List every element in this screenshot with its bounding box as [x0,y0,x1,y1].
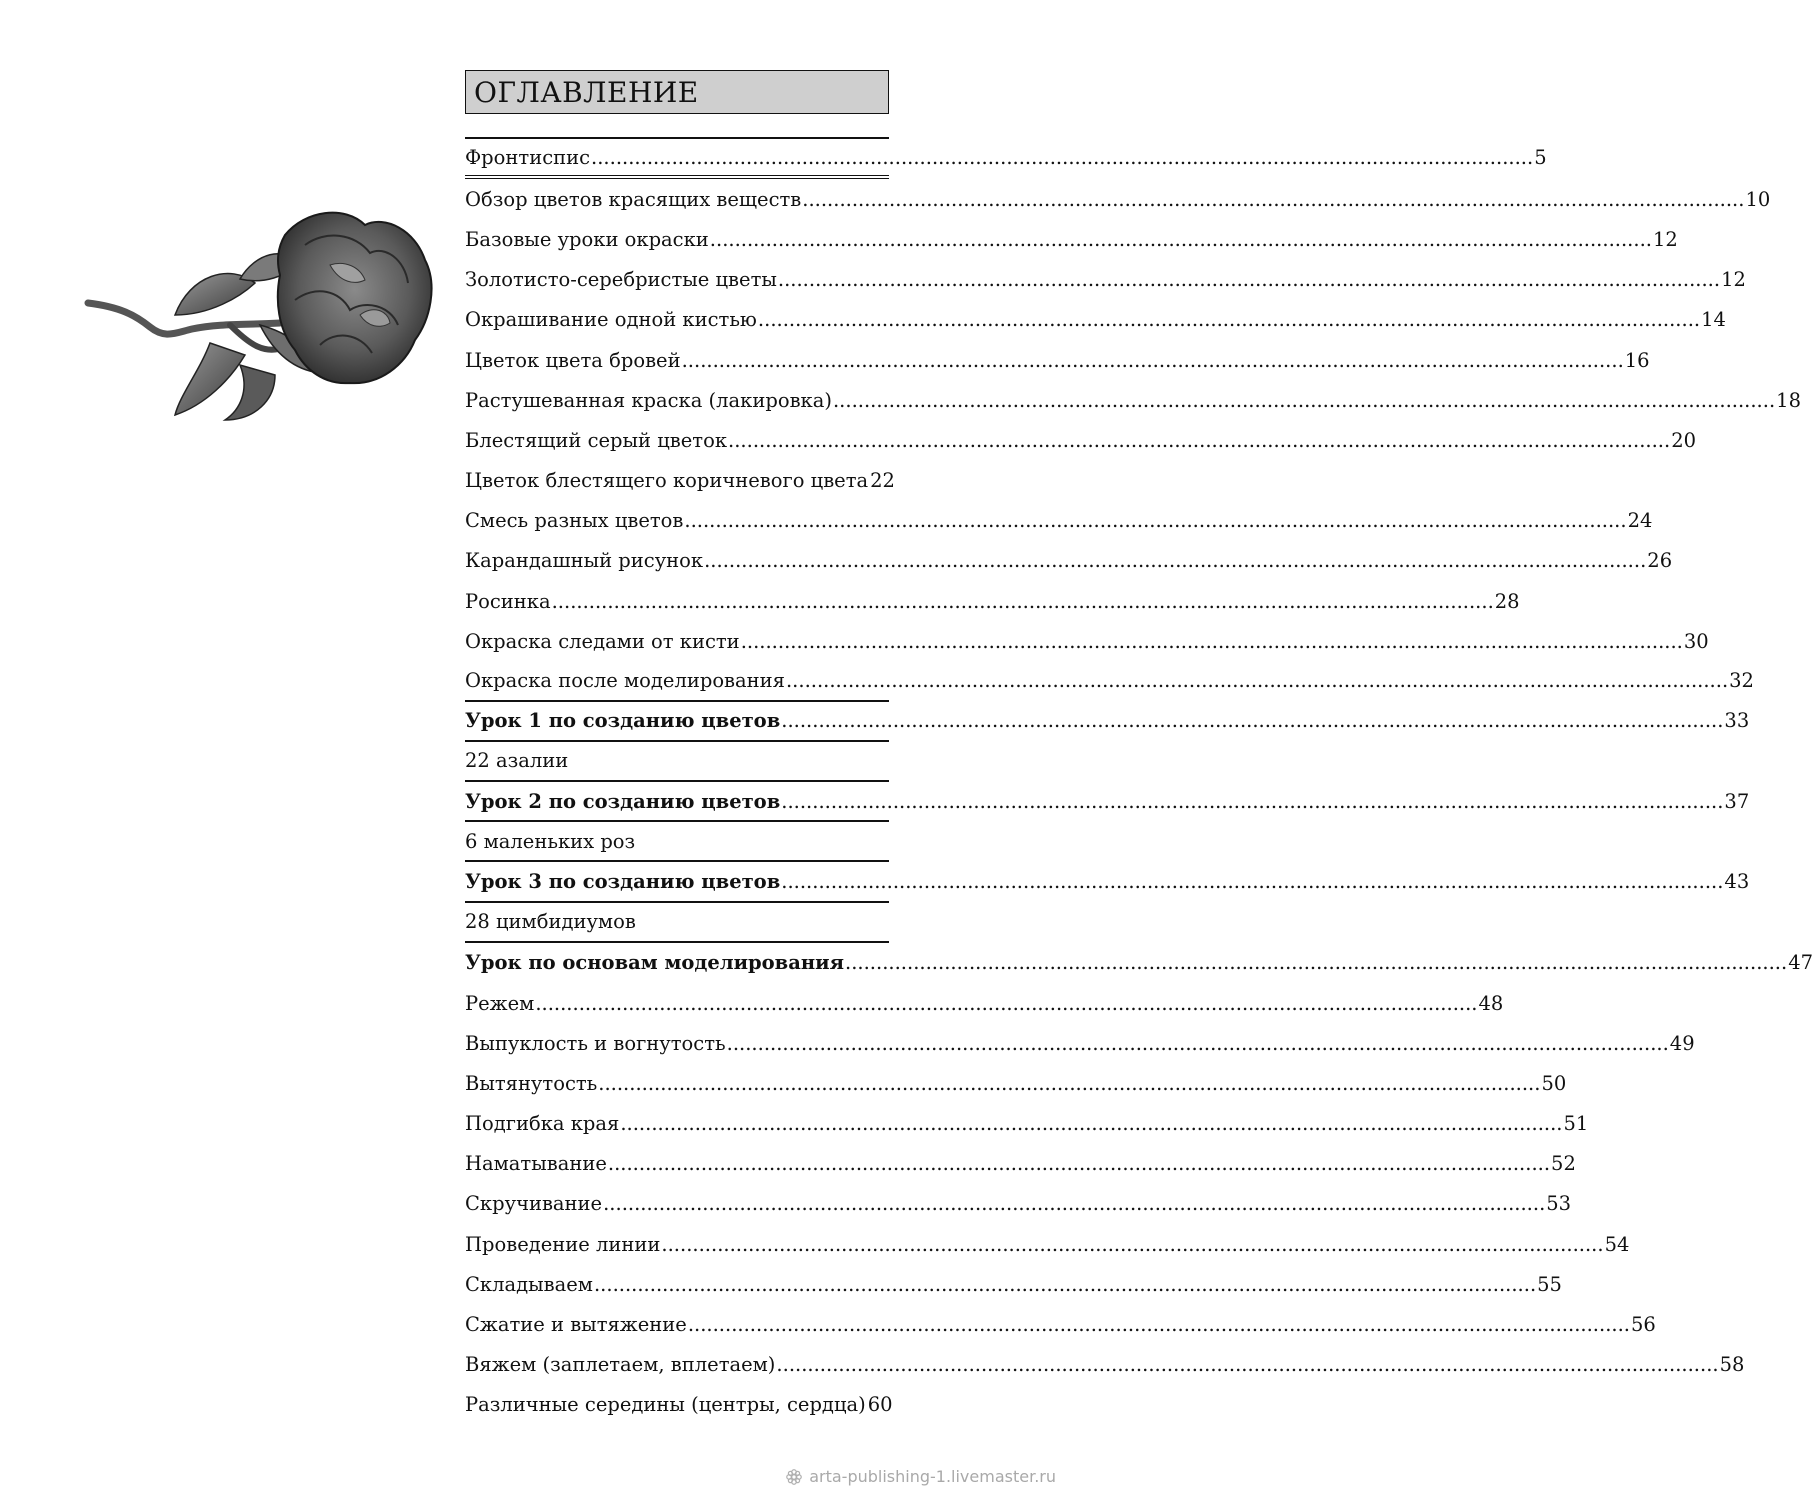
toc-entry-title: Подгибка края [465,1112,620,1136]
toc-entry-page: 48 [1478,991,1504,1015]
toc-entry [465,621,1709,661]
toc-leader-dots [661,1233,1603,1256]
toc-entry [465,862,1750,902]
toc-leader-dots [591,146,1533,169]
toc-leader-dots [758,308,1700,331]
toc-entry [465,219,1678,259]
toc-entry [465,1224,1630,1264]
toc-entry-title: Растушеванная краска (лакировка) [465,388,832,412]
toc-entry [465,661,1754,701]
toc-entry [465,139,1547,179]
toc-leader-dots [728,429,1670,452]
toc-entry [465,1184,1572,1224]
toc-entry-title: Различные середины (центры, сердца) [465,1393,866,1417]
toc-entry [465,1104,1589,1144]
toc-entry-title: Окрашивание одной кистью [465,308,757,332]
toc-entry-title: Вытянутость [465,1071,598,1095]
toc-entry-title: Базовые уроки окраски [465,227,709,251]
toc-entry-page: 5 [1534,145,1547,169]
toc-entry-title: Урок 3 по созданию цветов [465,869,781,893]
toc-entry-title: Урок по основам моделирования [465,951,845,975]
toc-entry-title: 28 цимбидиумов [465,910,636,934]
toc-entry-page: 47 [1788,951,1813,975]
toc-entry-title: Окраска после моделирования [465,669,785,693]
toc-leader-dots [741,630,1683,653]
toc-leader-dots [833,389,1775,412]
toc-entry-title: Вяжем (заплетаем, вплетаем) [465,1353,776,1377]
toc-entry-page: 55 [1537,1272,1562,1296]
toc-entry-title: Смесь разных цветов [465,509,684,533]
toc-entry-title: Проведение линии [465,1232,661,1256]
toc-entry-page: 12 [1721,268,1746,292]
toc-entry-title: Урок 2 по созданию цветов [465,789,781,813]
toc-entry-page: 22 [870,469,895,493]
toc-entry [465,340,1650,380]
toc-leader-dots [603,1192,1545,1215]
toc-entry-page: 33 [1724,709,1750,733]
toc-entry [465,903,889,943]
toc-entry-title: Золотисто-серебристые цветы [465,268,777,292]
toc-entry [465,1385,893,1425]
toc-entry [465,1345,1745,1385]
toc-entry-page: 50 [1541,1071,1567,1095]
toc-entry-title: Фронтиспис [465,145,591,169]
toc-entry [465,581,1520,621]
toc-leader-dots [552,590,1494,613]
toc-entry-page: 60 [867,1393,893,1417]
toc-entry [465,1063,1567,1103]
watermark-text: arta-publishing-1.livemaster.ru [809,1467,1056,1486]
toc-leader-dots [781,870,1723,893]
toc-entry-page: 16 [1624,348,1650,372]
toc-leader-dots [781,709,1723,732]
toc-entry [465,1304,1656,1344]
toc-leader-dots [688,1313,1630,1336]
toc-entry-page: 10 [1745,187,1771,211]
toc-entry [465,420,1697,460]
toc-leader-dots [594,1273,1536,1296]
toc-entry-page: 51 [1563,1112,1589,1136]
toc-entry-page: 53 [1546,1192,1572,1216]
toc-entry-title: Карандашный рисунок [465,549,704,573]
toc-entry-page: 12 [1652,227,1678,251]
toc-entry [465,822,889,862]
flower-logo-icon [785,1468,803,1486]
toc-entry [465,782,1750,822]
toc-leader-dots [704,549,1646,572]
toc-leader-dots [727,1032,1669,1055]
toc-list [465,137,1813,1425]
toc-entry-title: Росинка [465,589,551,613]
toc-entry-title: Урок 1 по созданию цветов [465,709,781,733]
toc-entry [465,1023,1695,1063]
toc-entry-title: Выпуклость и вогнутость [465,1031,726,1055]
toc-entry-page: 52 [1551,1152,1576,1176]
toc-entry-page: 32 [1729,669,1754,693]
toc-entry-page: 56 [1630,1313,1656,1337]
toc-entry-page: 26 [1647,549,1673,573]
toc-entry-title: 6 маленьких роз [465,829,636,853]
toc-entry [465,742,889,782]
toc-entry-title: Режем [465,991,535,1015]
toc-entry-page: 49 [1669,1031,1695,1055]
toc-entry-title: Скручивание [465,1192,603,1216]
toc-entry-title: Блестящий серый цветок [465,428,728,452]
toc-entry-page: 24 [1627,509,1653,533]
toc-entry [465,300,1726,340]
toc-leader-dots [781,790,1723,813]
toc-entry-page: 18 [1776,388,1801,412]
toc-leader-dots [786,669,1728,692]
toc-leader-dots [776,1353,1718,1376]
toc-entry-page: 14 [1701,308,1726,332]
toc-entry [465,1264,1562,1304]
toc-entry [465,983,1504,1023]
toc-leader-dots [845,951,1787,974]
toc-leader-dots [684,509,1626,532]
toc-leader-dots [710,228,1652,251]
toc-leader-dots [620,1112,1562,1135]
toc-entry [465,179,1771,219]
toc-entry-page: 20 [1671,428,1697,452]
toc-entry-page: 30 [1683,629,1709,653]
toc-entry-title: Цветок цвета бровей [465,348,681,372]
toc-entry-title: Наматывание [465,1152,607,1176]
toc-entry [465,1144,1576,1184]
toc-entry [465,380,1801,420]
toc-entry [465,943,1813,983]
toc-entry-title: Цветок блестящего коричневого цвета [465,469,869,493]
toc-entry-title: 22 азалии [465,749,569,773]
toc-entry-page: 54 [1604,1232,1630,1256]
toc-entry-title: Обзор цветов красящих веществ [465,187,802,211]
watermark [785,1467,1056,1486]
table-of-contents [465,70,1813,1425]
toc-leader-dots [682,349,1624,372]
toc-entry-page: 43 [1724,869,1750,893]
toc-entry [465,501,1653,541]
toc-entry [465,702,1750,742]
toc-entry [465,461,895,501]
toc-entry-page: 28 [1494,589,1520,613]
toc-entry-page: 58 [1719,1353,1745,1377]
toc-leader-dots [535,992,1477,1015]
toc-leader-dots [802,188,1744,211]
toc-entry [465,260,1746,300]
toc-entry [465,541,1673,581]
toc-entry-title: Складываем [465,1272,593,1296]
toc-leader-dots [778,268,1720,291]
toc-leader-dots [608,1152,1550,1175]
toc-title: ОГЛАВЛЕНИЕ [465,70,889,114]
flower-illustration-icon [80,205,435,435]
toc-entry-title: Окраска следами от кисти [465,629,740,653]
toc-leader-dots [598,1072,1540,1095]
toc-entry-page: 37 [1724,789,1750,813]
toc-entry-title: Сжатие и вытяжение [465,1313,687,1337]
